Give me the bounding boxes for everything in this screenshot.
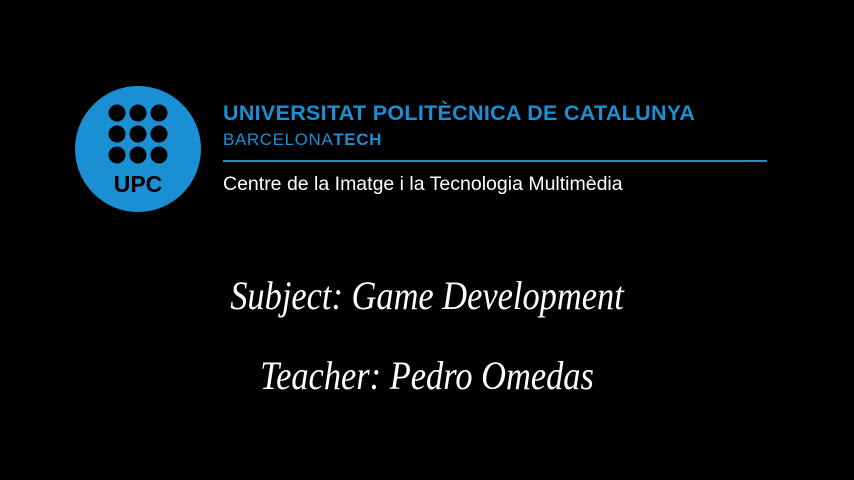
emblem-text: UPC: [113, 171, 163, 197]
emblem-dot: [109, 105, 126, 122]
emblem-dot: [130, 126, 147, 143]
emblem-dot: [151, 126, 168, 143]
emblem-dot: [109, 126, 126, 143]
emblem-dot: [109, 147, 126, 164]
emblem-dot: [130, 105, 147, 122]
upc-logo-emblem: [75, 86, 201, 212]
centre-name: Centre de la Imatge i la Tecnologia Multimèdia: [223, 173, 623, 195]
subbrand: [223, 130, 382, 150]
emblem-dots: [109, 105, 168, 164]
subbrand-regular: BARCELONA: [223, 130, 334, 149]
teacher-line: Teacher: Pedro Omedas: [260, 353, 594, 398]
emblem-dot: [151, 105, 168, 122]
subbrand-bold: TECH: [333, 130, 382, 149]
subject-line: Subject: Game Development: [230, 273, 624, 318]
emblem-dot: [130, 147, 147, 164]
emblem-dot: [151, 147, 168, 164]
logo-divider: [223, 160, 767, 162]
university-name: UNIVERSITAT POLITÈCNICA DE CATALUNYA: [223, 101, 696, 125]
